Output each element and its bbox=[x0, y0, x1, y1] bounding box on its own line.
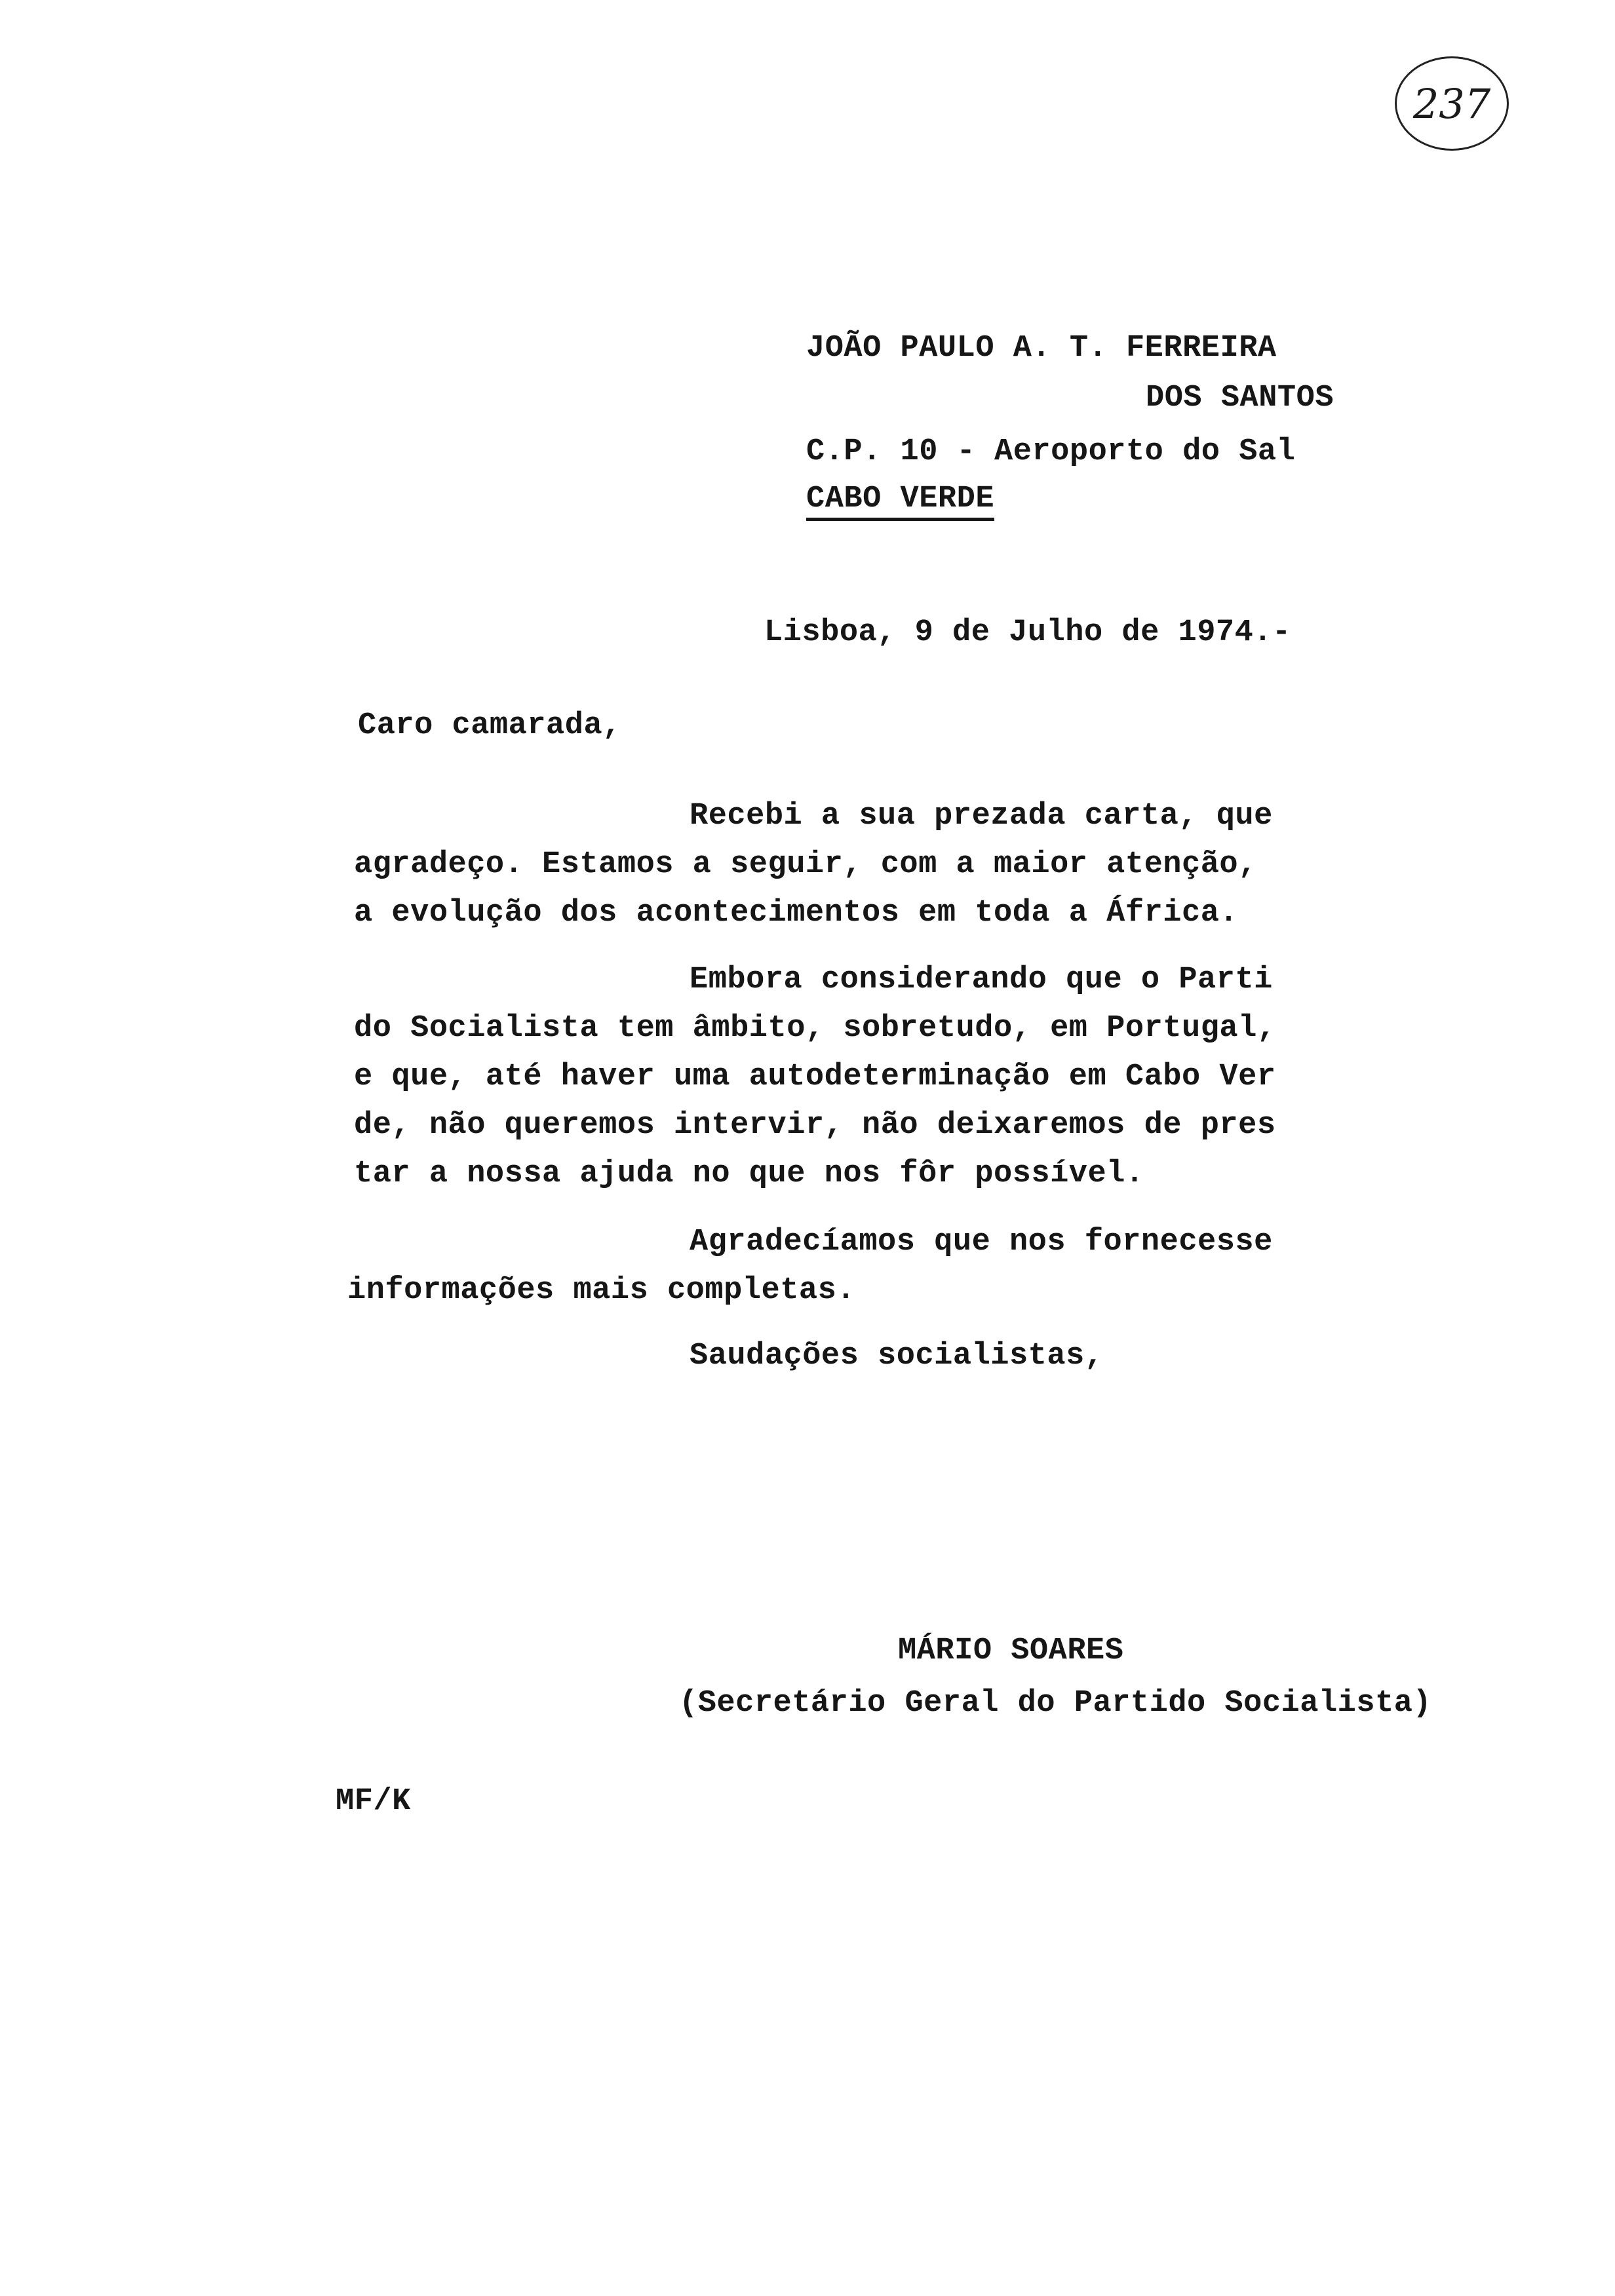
date-line: Lisboa, 9 de Julho de 1974.- bbox=[764, 615, 1291, 650]
archive-page-number-stamp bbox=[1395, 56, 1509, 151]
recipient-name-line-2: DOS SANTOS bbox=[1146, 381, 1334, 415]
paragraph-2-line: e que, até haver uma autodeterminação em Cabo Ver bbox=[354, 1060, 1276, 1094]
signatory-name: MÁRIO SOARES bbox=[898, 1634, 1124, 1668]
paragraph-2-line: tar a nossa ajuda no que nos fôr possível. bbox=[354, 1157, 1144, 1191]
recipient-country: CABO VERDE bbox=[806, 482, 994, 521]
paragraph-2-line: de, não queremos intervir, não deixaremos de pres bbox=[354, 1108, 1276, 1143]
paragraph-3-line: Agradecíamos que nos fornecesse bbox=[690, 1225, 1273, 1259]
paragraph-2-line: do Socialista tem âmbito, sobretudo, em Portugal, bbox=[354, 1011, 1276, 1046]
paragraph-3-line: informações mais completas. bbox=[347, 1273, 856, 1308]
recipient-name-line-1: JOÃO PAULO A. T. FERREIRA bbox=[806, 331, 1277, 366]
stamp-number: 237 bbox=[1412, 79, 1491, 128]
paragraph-2-line: Embora considerando que o Parti bbox=[690, 963, 1273, 997]
recipient-address: C.P. 10 - Aeroporto do Sal bbox=[806, 434, 1296, 469]
paragraph-1-line: a evolução dos acontecimentos em toda a África. bbox=[354, 896, 1239, 930]
salutation: Caro camarada, bbox=[358, 708, 621, 743]
closing: Saudações socialistas, bbox=[690, 1339, 1104, 1373]
paragraph-1-line: Recebi a sua prezada carta, que bbox=[690, 799, 1273, 833]
reference-initials: MF/K bbox=[336, 1784, 411, 1819]
paragraph-1-line: agradeço. Estamos a seguir, com a maior atenção, bbox=[354, 847, 1257, 882]
signatory-title: (Secretário Geral do Partido Socialista) bbox=[679, 1686, 1432, 1721]
